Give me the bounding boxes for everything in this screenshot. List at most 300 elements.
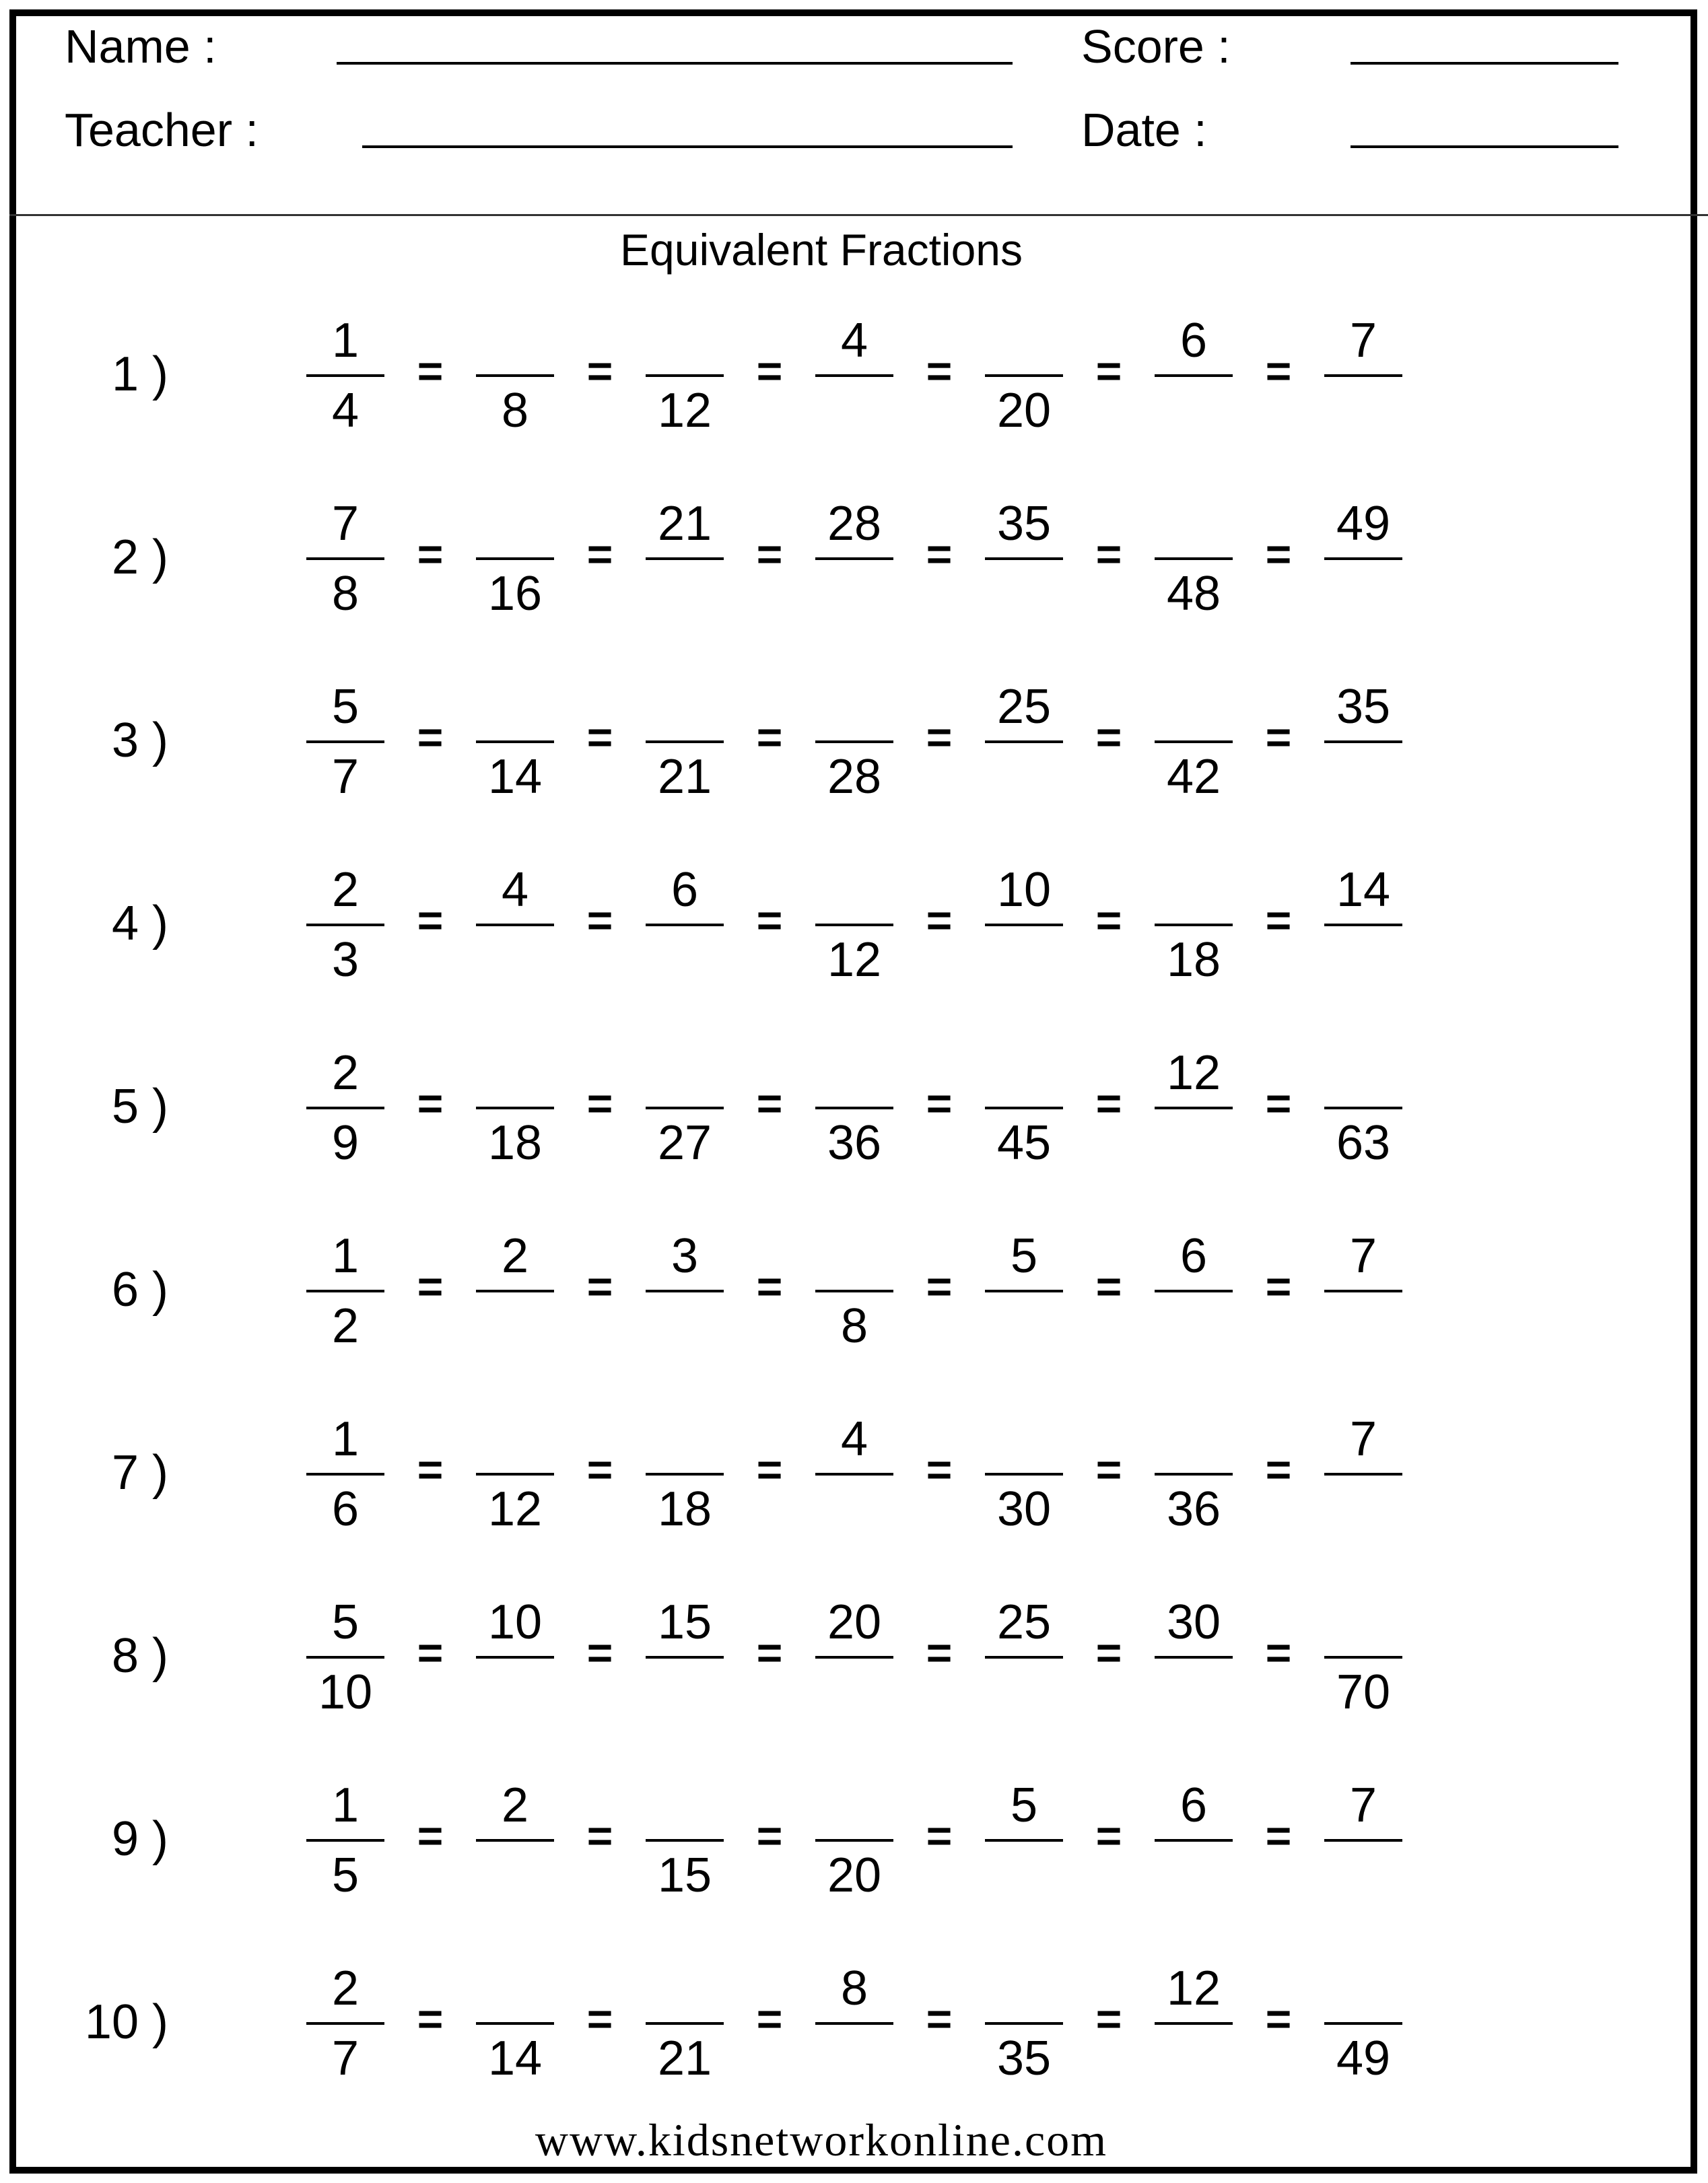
denominator: 30 bbox=[996, 1482, 1052, 1536]
fraction-bar bbox=[985, 1656, 1063, 1659]
fraction bbox=[646, 1049, 724, 1232]
fraction bbox=[476, 1595, 554, 1781]
problem-number: 7 ) bbox=[111, 1446, 168, 1500]
fraction-bar bbox=[646, 1656, 724, 1659]
fraction-bar bbox=[1155, 740, 1233, 743]
numerator: 20 bbox=[827, 1595, 882, 1649]
equals-sign: = bbox=[586, 346, 613, 396]
teacher-field-line[interactable] bbox=[362, 145, 1013, 148]
denominator: 20 bbox=[827, 1848, 882, 1902]
numerator: 2 bbox=[501, 1229, 529, 1283]
equals-sign: = bbox=[1265, 1628, 1292, 1677]
fraction bbox=[646, 1781, 724, 1964]
numerator: 10 bbox=[487, 1595, 543, 1649]
fraction bbox=[646, 316, 724, 499]
fraction-bar bbox=[815, 1839, 893, 1842]
numerator: 6 bbox=[1180, 1778, 1208, 1832]
numerator: 14 bbox=[1336, 863, 1391, 917]
worksheet-title: Equivalent Fractions bbox=[620, 225, 1023, 275]
numerator: 5 bbox=[1010, 1229, 1038, 1283]
numerator: 7 bbox=[1349, 1229, 1377, 1283]
numerator: 49 bbox=[1336, 497, 1391, 551]
problem-number: 10 ) bbox=[84, 1995, 168, 2049]
fraction bbox=[306, 316, 384, 499]
fraction bbox=[1155, 866, 1233, 1049]
numerator: 7 bbox=[1349, 314, 1377, 368]
fraction-bar bbox=[306, 1656, 384, 1659]
denominator: 4 bbox=[331, 384, 360, 438]
fraction-bar bbox=[1324, 2022, 1402, 2025]
fraction-bar bbox=[1155, 924, 1233, 926]
fraction-bar bbox=[1155, 2022, 1233, 2025]
equals-sign: = bbox=[1095, 1628, 1122, 1677]
equals-sign: = bbox=[756, 895, 783, 945]
problem-number: 3 ) bbox=[111, 714, 168, 767]
problem-number: 1 ) bbox=[111, 347, 168, 401]
equals-sign: = bbox=[756, 1078, 783, 1128]
denominator: 7 bbox=[331, 750, 360, 804]
fraction-bar bbox=[476, 1656, 554, 1659]
equals-sign: = bbox=[586, 895, 613, 945]
fraction-bar bbox=[985, 2022, 1063, 2025]
fraction-bar bbox=[306, 557, 384, 560]
fraction bbox=[646, 1415, 724, 1598]
fraction bbox=[1324, 316, 1402, 499]
equals-sign: = bbox=[926, 895, 953, 945]
fraction-bar bbox=[815, 1656, 893, 1659]
fraction bbox=[306, 1778, 384, 1964]
fraction bbox=[476, 499, 554, 683]
equals-sign: = bbox=[756, 529, 783, 579]
fraction bbox=[646, 499, 724, 683]
equals-sign: = bbox=[417, 895, 444, 945]
fraction-bar bbox=[985, 374, 1063, 377]
fraction bbox=[815, 1595, 893, 1781]
equals-sign: = bbox=[756, 1261, 783, 1311]
fraction-bar bbox=[1155, 374, 1233, 377]
fraction-bar bbox=[646, 374, 724, 377]
equals-sign: = bbox=[1095, 1811, 1122, 1861]
fraction-bar bbox=[306, 740, 384, 743]
fraction bbox=[985, 1778, 1063, 1964]
fraction-bar bbox=[476, 374, 554, 377]
fraction-bar bbox=[1324, 557, 1402, 560]
equals-sign: = bbox=[926, 1628, 953, 1677]
fraction bbox=[1155, 316, 1233, 499]
denominator: 8 bbox=[331, 567, 360, 621]
denominator: 12 bbox=[657, 384, 712, 438]
numerator: 12 bbox=[1166, 1046, 1221, 1100]
fraction-bar bbox=[815, 374, 893, 377]
equals-sign: = bbox=[926, 712, 953, 762]
denominator: 16 bbox=[487, 567, 543, 621]
fraction-bar bbox=[815, 1473, 893, 1476]
denominator: 28 bbox=[827, 750, 882, 804]
problem-number: 2 ) bbox=[111, 530, 168, 584]
denominator: 8 bbox=[840, 1299, 868, 1353]
fraction bbox=[1324, 499, 1402, 683]
fraction bbox=[985, 1049, 1063, 1232]
fraction-bar bbox=[306, 374, 384, 377]
fraction bbox=[646, 683, 724, 866]
equals-sign: = bbox=[417, 529, 444, 579]
numerator: 12 bbox=[1166, 1962, 1221, 2015]
numerator: 35 bbox=[996, 497, 1052, 551]
fraction bbox=[1155, 683, 1233, 866]
denominator: 63 bbox=[1336, 1116, 1391, 1170]
fraction bbox=[1155, 499, 1233, 683]
fraction-bar bbox=[306, 924, 384, 926]
name-label: Name : bbox=[65, 20, 217, 73]
fraction bbox=[985, 1595, 1063, 1781]
equals-sign: = bbox=[417, 1261, 444, 1311]
equals-sign: = bbox=[586, 1445, 613, 1494]
equals-sign: = bbox=[1095, 1078, 1122, 1128]
fraction-bar bbox=[1324, 1839, 1402, 1842]
fraction bbox=[1324, 1778, 1402, 1964]
problem-number: 5 ) bbox=[111, 1080, 168, 1134]
fraction bbox=[476, 1049, 554, 1232]
equals-sign: = bbox=[1265, 529, 1292, 579]
numerator: 2 bbox=[331, 1046, 360, 1100]
fraction-bar bbox=[815, 2022, 893, 2025]
denominator: 36 bbox=[1166, 1482, 1221, 1536]
numerator: 1 bbox=[331, 1412, 360, 1466]
fraction-bar bbox=[985, 1107, 1063, 1109]
denominator: 35 bbox=[996, 2032, 1052, 2085]
fraction bbox=[1324, 1598, 1402, 1781]
fraction-bar bbox=[985, 1290, 1063, 1292]
equals-sign: = bbox=[1265, 1078, 1292, 1128]
numerator: 5 bbox=[331, 1595, 360, 1649]
equals-sign: = bbox=[1265, 1445, 1292, 1494]
equals-sign: = bbox=[756, 1994, 783, 2044]
denominator: 42 bbox=[1166, 750, 1221, 804]
fraction bbox=[476, 1415, 554, 1598]
problem-row bbox=[0, 1046, 1708, 1232]
fraction bbox=[815, 1232, 893, 1415]
fraction bbox=[985, 316, 1063, 499]
fraction bbox=[985, 863, 1063, 1049]
problem-row bbox=[0, 1412, 1708, 1598]
numerator: 25 bbox=[996, 1595, 1052, 1649]
equals-sign: = bbox=[926, 1445, 953, 1494]
problem-row bbox=[0, 316, 1708, 499]
problem-row bbox=[0, 1778, 1708, 1964]
fraction-bar bbox=[476, 1107, 554, 1109]
fraction-bar bbox=[815, 1107, 893, 1109]
denominator: 70 bbox=[1336, 1665, 1391, 1719]
fraction-bar bbox=[815, 740, 893, 743]
fraction-bar bbox=[476, 2022, 554, 2025]
fraction-bar bbox=[1155, 557, 1233, 560]
denominator: 9 bbox=[331, 1116, 360, 1170]
fraction-bar bbox=[306, 1473, 384, 1476]
fraction bbox=[985, 499, 1063, 683]
fraction-bar bbox=[985, 740, 1063, 743]
fraction-bar bbox=[646, 1839, 724, 1842]
fraction bbox=[1155, 1778, 1233, 1964]
equals-sign: = bbox=[756, 346, 783, 396]
fraction-bar bbox=[815, 1290, 893, 1292]
denominator: 15 bbox=[657, 1848, 712, 1902]
equals-sign: = bbox=[586, 1994, 613, 2044]
fraction-bar bbox=[476, 924, 554, 926]
equals-sign: = bbox=[926, 1994, 953, 2044]
numerator: 6 bbox=[1180, 1229, 1208, 1283]
equals-sign: = bbox=[417, 1994, 444, 2044]
denominator: 36 bbox=[827, 1116, 882, 1170]
fraction-bar bbox=[646, 1107, 724, 1109]
fraction-bar bbox=[646, 557, 724, 560]
fraction-bar bbox=[646, 1473, 724, 1476]
denominator: 48 bbox=[1166, 567, 1221, 621]
fraction bbox=[306, 1229, 384, 1415]
fraction-bar bbox=[1324, 740, 1402, 743]
footer-url: www.kidsnetworkonline.com bbox=[535, 2114, 1108, 2165]
denominator: 14 bbox=[487, 750, 543, 804]
numerator: 7 bbox=[1349, 1778, 1377, 1832]
numerator: 30 bbox=[1166, 1595, 1221, 1649]
denominator: 20 bbox=[996, 384, 1052, 438]
denominator: 21 bbox=[657, 750, 712, 804]
fraction bbox=[476, 1229, 554, 1415]
fraction-bar bbox=[815, 924, 893, 926]
problem-row bbox=[0, 863, 1708, 1049]
equals-sign: = bbox=[417, 1445, 444, 1494]
denominator: 10 bbox=[318, 1665, 373, 1719]
equals-sign: = bbox=[1265, 1261, 1292, 1311]
denominator: 18 bbox=[487, 1116, 543, 1170]
fraction-bar bbox=[1324, 1107, 1402, 1109]
problem-row bbox=[0, 1595, 1708, 1781]
fraction-bar bbox=[985, 1473, 1063, 1476]
numerator: 28 bbox=[827, 497, 882, 551]
fraction bbox=[646, 863, 724, 1049]
equals-sign: = bbox=[586, 1261, 613, 1311]
fraction bbox=[646, 1229, 724, 1415]
date-label: Date : bbox=[1081, 104, 1207, 156]
numerator: 5 bbox=[1010, 1778, 1038, 1832]
fraction bbox=[1155, 1415, 1233, 1598]
fraction bbox=[985, 1415, 1063, 1598]
equals-sign: = bbox=[1095, 1994, 1122, 2044]
fraction bbox=[306, 1595, 384, 1781]
denominator: 18 bbox=[657, 1482, 712, 1536]
denominator: 12 bbox=[827, 933, 882, 987]
fraction bbox=[306, 499, 384, 683]
problem-number: 4 ) bbox=[111, 897, 168, 950]
fraction-bar bbox=[476, 740, 554, 743]
equals-sign: = bbox=[1095, 529, 1122, 579]
fraction-bar bbox=[1324, 1473, 1402, 1476]
numerator: 10 bbox=[996, 863, 1052, 917]
equals-sign: = bbox=[1095, 1445, 1122, 1494]
fraction-bar bbox=[476, 1839, 554, 1842]
fraction bbox=[1324, 1229, 1402, 1415]
denominator: 5 bbox=[331, 1848, 360, 1902]
fraction-bar bbox=[476, 1473, 554, 1476]
problem-row bbox=[0, 499, 1708, 683]
fraction bbox=[1324, 1412, 1402, 1598]
numerator: 1 bbox=[331, 1229, 360, 1283]
fraction bbox=[985, 680, 1063, 866]
fraction bbox=[1324, 1049, 1402, 1232]
denominator: 21 bbox=[657, 2032, 712, 2085]
equals-sign: = bbox=[926, 1261, 953, 1311]
fraction bbox=[306, 863, 384, 1049]
equals-sign: = bbox=[756, 1811, 783, 1861]
equals-sign: = bbox=[586, 529, 613, 579]
teacher-label: Teacher : bbox=[65, 104, 259, 156]
denominator: 2 bbox=[331, 1299, 360, 1353]
fraction-bar bbox=[1155, 1656, 1233, 1659]
problem-row bbox=[0, 680, 1708, 866]
fraction-bar bbox=[985, 557, 1063, 560]
denominator: 7 bbox=[331, 2032, 360, 2085]
numerator: 4 bbox=[840, 314, 868, 368]
fraction-bar bbox=[306, 2022, 384, 2025]
numerator: 25 bbox=[996, 680, 1052, 734]
equals-sign: = bbox=[926, 346, 953, 396]
numerator: 4 bbox=[501, 863, 529, 917]
fraction-bar bbox=[476, 557, 554, 560]
fraction bbox=[306, 1412, 384, 1598]
fraction-bar bbox=[985, 924, 1063, 926]
equals-sign: = bbox=[1095, 712, 1122, 762]
numerator: 3 bbox=[671, 1229, 699, 1283]
fraction bbox=[1155, 1595, 1233, 1781]
numerator: 7 bbox=[331, 497, 360, 551]
score-field-line[interactable] bbox=[1351, 62, 1618, 65]
numerator: 1 bbox=[331, 1778, 360, 1832]
fraction bbox=[306, 680, 384, 866]
fraction bbox=[815, 683, 893, 866]
fraction bbox=[1324, 863, 1402, 1049]
numerator: 6 bbox=[671, 863, 699, 917]
fraction-bar bbox=[1324, 1656, 1402, 1659]
problem-number: 6 ) bbox=[111, 1263, 168, 1317]
denominator: 12 bbox=[487, 1482, 543, 1536]
equals-sign: = bbox=[586, 712, 613, 762]
equals-sign: = bbox=[1095, 895, 1122, 945]
denominator: 18 bbox=[1166, 933, 1221, 987]
fraction-bar bbox=[815, 557, 893, 560]
numerator: 21 bbox=[657, 497, 712, 551]
equals-sign: = bbox=[1095, 1261, 1122, 1311]
fraction bbox=[646, 1595, 724, 1781]
numerator: 15 bbox=[657, 1595, 712, 1649]
fraction-bar bbox=[1155, 1839, 1233, 1842]
fraction bbox=[815, 1412, 893, 1598]
fraction-bar bbox=[1155, 1473, 1233, 1476]
fraction-bar bbox=[306, 1290, 384, 1292]
problem-number: 8 ) bbox=[111, 1629, 168, 1683]
date-field-line[interactable] bbox=[1351, 145, 1618, 148]
fraction bbox=[1155, 1229, 1233, 1415]
fraction-bar bbox=[985, 1839, 1063, 1842]
equals-sign: = bbox=[926, 529, 953, 579]
fraction-bar bbox=[646, 1290, 724, 1292]
equals-sign: = bbox=[756, 712, 783, 762]
equals-sign: = bbox=[417, 1628, 444, 1677]
equals-sign: = bbox=[756, 1628, 783, 1677]
equals-sign: = bbox=[586, 1078, 613, 1128]
equals-sign: = bbox=[1265, 346, 1292, 396]
fraction-bar bbox=[476, 1290, 554, 1292]
fraction bbox=[1155, 1046, 1233, 1232]
equals-sign: = bbox=[417, 1811, 444, 1861]
numerator: 2 bbox=[331, 1962, 360, 2015]
numerator: 5 bbox=[331, 680, 360, 734]
denominator: 3 bbox=[331, 933, 360, 987]
denominator: 45 bbox=[996, 1116, 1052, 1170]
fraction bbox=[476, 316, 554, 499]
fraction bbox=[815, 316, 893, 499]
fraction bbox=[476, 683, 554, 866]
equals-sign: = bbox=[926, 1811, 953, 1861]
numerator: 4 bbox=[840, 1412, 868, 1466]
numerator: 1 bbox=[331, 314, 360, 368]
fraction-bar bbox=[646, 2022, 724, 2025]
equals-sign: = bbox=[417, 346, 444, 396]
equals-sign: = bbox=[417, 1078, 444, 1128]
equals-sign: = bbox=[1265, 1994, 1292, 2044]
fraction-bar bbox=[1324, 1290, 1402, 1292]
header-divider bbox=[9, 214, 1708, 216]
numerator: 2 bbox=[331, 863, 360, 917]
equals-sign: = bbox=[1095, 346, 1122, 396]
numerator: 2 bbox=[501, 1778, 529, 1832]
denominator: 49 bbox=[1336, 2032, 1391, 2085]
equals-sign: = bbox=[1265, 895, 1292, 945]
name-field-line[interactable] bbox=[337, 62, 1013, 65]
equals-sign: = bbox=[926, 1078, 953, 1128]
fraction-bar bbox=[646, 740, 724, 743]
denominator: 8 bbox=[501, 384, 529, 438]
fraction-bar bbox=[1324, 374, 1402, 377]
fraction-bar bbox=[306, 1107, 384, 1109]
denominator: 14 bbox=[487, 2032, 543, 2085]
numerator: 8 bbox=[840, 1962, 868, 2015]
equals-sign: = bbox=[586, 1811, 613, 1861]
fraction bbox=[815, 866, 893, 1049]
equals-sign: = bbox=[586, 1628, 613, 1677]
equals-sign: = bbox=[1265, 712, 1292, 762]
problem-row bbox=[0, 1229, 1708, 1415]
fraction bbox=[815, 1049, 893, 1232]
numerator: 6 bbox=[1180, 314, 1208, 368]
fraction bbox=[476, 863, 554, 1049]
fraction bbox=[985, 1229, 1063, 1415]
fraction bbox=[815, 499, 893, 683]
equals-sign: = bbox=[417, 712, 444, 762]
fraction bbox=[476, 1778, 554, 1964]
numerator: 7 bbox=[1349, 1412, 1377, 1466]
fraction-bar bbox=[1155, 1290, 1233, 1292]
numerator: 35 bbox=[1336, 680, 1391, 734]
fraction-bar bbox=[1155, 1107, 1233, 1109]
equals-sign: = bbox=[756, 1445, 783, 1494]
fraction-bar bbox=[646, 924, 724, 926]
fraction bbox=[306, 1046, 384, 1232]
score-label: Score : bbox=[1081, 20, 1231, 73]
fraction bbox=[1324, 680, 1402, 866]
problem-number: 9 ) bbox=[111, 1812, 168, 1866]
fraction-bar bbox=[1324, 924, 1402, 926]
denominator: 6 bbox=[331, 1482, 360, 1536]
equals-sign: = bbox=[1265, 1811, 1292, 1861]
